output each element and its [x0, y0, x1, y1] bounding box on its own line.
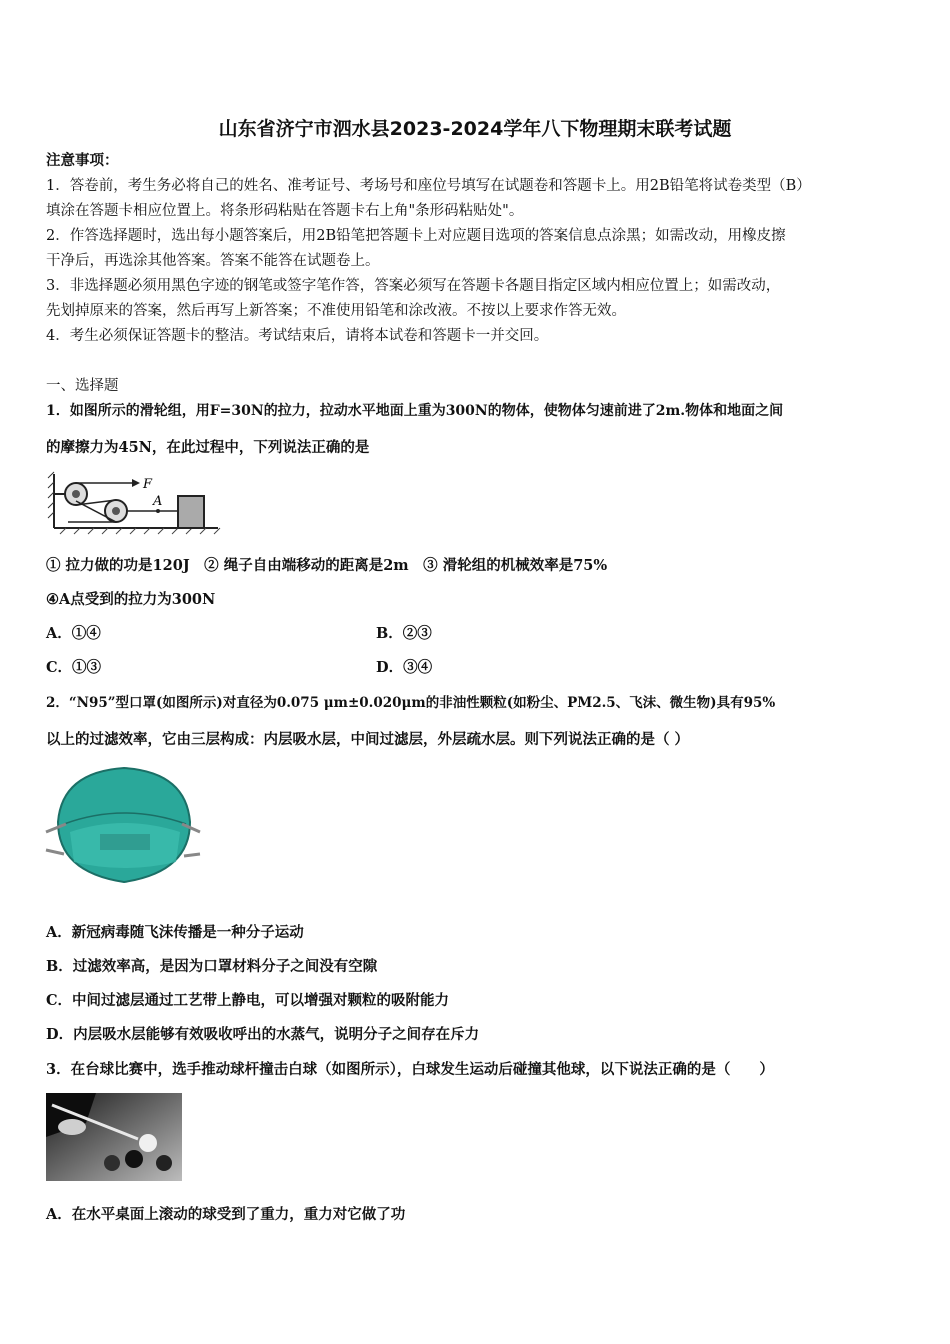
- q1-statements-line1: ① 拉力做的功是120J ② 绳子自由端移动的距离是2m ③ 滑轮组的机械效率是75%: [46, 557, 608, 574]
- force-label: F: [143, 477, 153, 492]
- q1-option-d: D．③④: [376, 659, 433, 676]
- notice-line: 先划掉原来的答案，然后再写上新答案；不准使用铅笔和涂改液。不按以上要求作答无效。: [46, 303, 626, 319]
- q3-stem-line1: 3．在台球比赛中，选手推动球杆撞击白球（如图所示），白球发生运动后碰撞其他球，以下说法正确的是（ ）: [46, 1061, 774, 1078]
- pulley-system-figure: [46, 470, 222, 536]
- page-title: 山东省济宁市泗水县2023-2024学年八下物理期末联考试题: [218, 118, 732, 140]
- q2-stem-line1: 2．“N95”型口罩(如图所示)对直径为0.075 μm±0.020μm的非油性颗粒(如粉尘、PM2.5、飞沫、微生物)具有95%: [46, 695, 776, 711]
- q1-option-c: C．①③: [46, 659, 102, 676]
- q2-stem-line2: 以上的过滤效率，它由三层构成：内层吸水层，中间过滤层，外层疏水层。则下列说法正确的是（ ）: [46, 731, 690, 748]
- point-a-label: A: [153, 494, 163, 509]
- q1-option-b: B．②③: [376, 625, 432, 642]
- q1-stem-line1: 1．如图所示的滑轮组，用F=30N的拉力，拉动水平地面上重为300N的物体，使物体匀速前进了2m.物体和地面之间: [46, 403, 784, 419]
- notice-line: 干净后，再选涂其他答案。答案不能答在试题卷上。: [46, 253, 380, 269]
- notice-line: 4．考生必须保证答题卡的整洁。考试结束后，请将本试卷和答题卡一并交回。: [46, 328, 549, 344]
- billiards-photo: [46, 1093, 182, 1181]
- q2-option-c: C．中间过滤层通过工艺带上静电，可以增强对颗粒的吸附能力: [46, 992, 450, 1009]
- q1-statements-line2: ④A点受到的拉力为300N: [46, 591, 216, 608]
- notice-line: 3．非选择题必须用黑色字迹的钢笔或签字笔作答，答案必须写在答题卡各题目指定区域内相应位置上；如需改动，: [46, 278, 781, 294]
- notice-line: 填涂在答题卡相应位置上。将条形码粘贴在答题卡右上角"条形码粘贴处"。: [46, 203, 524, 219]
- section-heading: 一、选择题: [46, 378, 119, 394]
- notice-heading: 注意事项：: [46, 152, 119, 169]
- q2-option-b: B．过滤效率高，是因为口罩材料分子之间没有空隙: [46, 958, 378, 975]
- q2-option-a: A．新冠病毒随飞沫传播是一种分子运动: [46, 924, 304, 941]
- notice-line: 1．答卷前，考生务必将自己的姓名、准考证号、考场号和座位号填写在试题卷和答题卡上。用2B铅笔将试卷类型（B）: [46, 178, 811, 194]
- q2-option-d: D．内层吸水层能够有效吸收呼出的水蒸气，说明分子之间存在斥力: [46, 1026, 480, 1043]
- q3-option-a: A．在水平桌面上滚动的球受到了重力，重力对它做了功: [46, 1206, 406, 1223]
- notice-line: 2．作答选择题时，选出每小题答案后，用2B铅笔把答题卡上对应题目选项的答案信息点涂黑；如需改动，用橡皮擦: [46, 228, 786, 244]
- q1-option-a: A．①④: [46, 625, 101, 642]
- n95-mask-image: [44, 762, 202, 890]
- q1-stem-line2: 的摩擦力为45N，在此过程中，下列说法正确的是: [46, 439, 370, 456]
